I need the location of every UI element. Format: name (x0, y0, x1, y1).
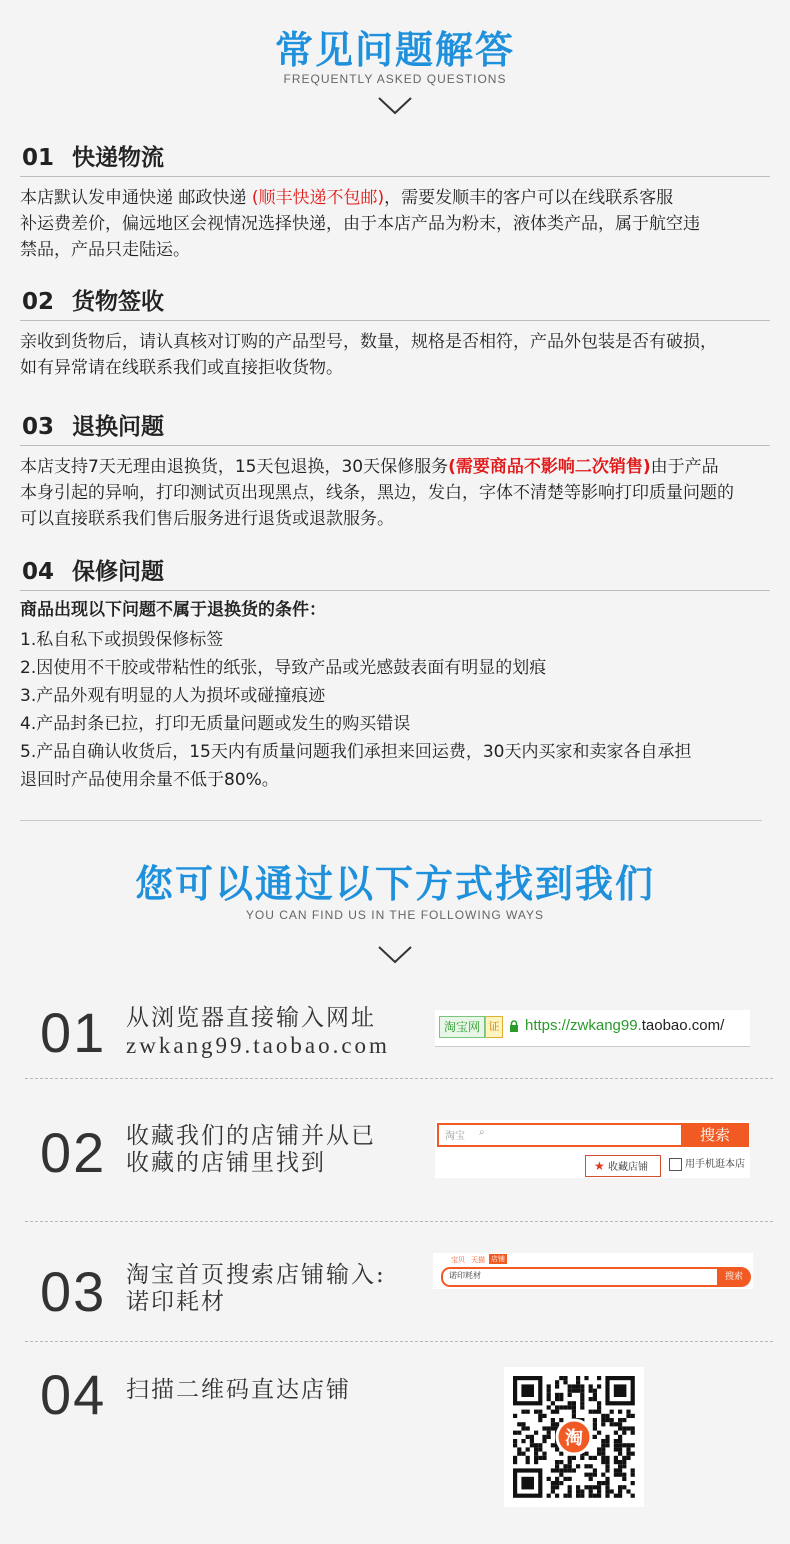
way-number: 03 (40, 1260, 107, 1323)
search-input[interactable]: 诺印耗材 (441, 1267, 717, 1287)
faq-section-warranty (20, 557, 770, 793)
star-icon: ★ (594, 1159, 605, 1173)
section-divider (20, 320, 770, 321)
taobao-center-logo: 淘 (565, 1428, 583, 1449)
dashed-divider (25, 1221, 773, 1222)
way-browser (40, 1001, 390, 1064)
list-item: 5.产品自确认收货后，15天内有质量问题我们承担来回运费，30天内买家和卖家各自承担 (20, 742, 692, 762)
way-description: 收藏我们的店铺并从已 收藏的店铺里找到 (126, 1123, 376, 1176)
section-divider (20, 590, 770, 591)
section-title: 03 退换问题 (22, 414, 164, 440)
warning-heading: 商品出现以下问题不属于退换货的条件： (20, 600, 326, 620)
list-item: 1.私自私下或损毁保修标签 (20, 630, 224, 650)
tab-shop[interactable]: 店铺 (491, 1255, 505, 1263)
list-item: 4.产品封条已拉，打印无质量问题或发生的购买错误 (20, 714, 411, 734)
paragraph: 本身引起的异响，打印测试页出现黑点，线条，黑边，发白，字体不清楚等影响打印质量问题的 (20, 483, 734, 503)
qr-icon (669, 1158, 682, 1171)
browser-address-bar (435, 1010, 750, 1047)
way-number: 04 (40, 1363, 107, 1426)
way-favorites (40, 1121, 376, 1184)
shop-qr-code (504, 1367, 644, 1507)
chevron-down-icon (377, 96, 413, 116)
faq-section-receipt (20, 287, 770, 381)
list-item: 退回时产品使用余量不低于80%。 (20, 770, 279, 790)
taobao-logo: 淘宝网 (439, 1016, 485, 1038)
faq-subtitle: FREQUENTLY ASKED QUESTIONS (283, 72, 507, 86)
taobao-search-bar (435, 1120, 750, 1178)
search-button[interactable]: 搜索 (717, 1267, 751, 1287)
section-title: 02 货物签收 (22, 289, 164, 315)
chevron-down-icon (377, 945, 413, 965)
way-search (40, 1260, 386, 1323)
search-scope: 淘宝 (445, 1131, 465, 1142)
way-description: 淘宝首页搜索店铺输入: 诺印耗材 (126, 1262, 386, 1315)
list-item: 3.产品外观有明显的人为损坏或碰撞痕迹 (20, 686, 326, 706)
paragraph: 禁品，产品只走陆运。 (20, 240, 190, 260)
paragraph: 如有异常请在线联系我们或直接拒收货物。 (20, 358, 343, 378)
paragraph: 本店默认发申通快递 邮政快递 (顺丰快递不包邮)，需要发顺丰的客户可以在线联系客服 (20, 188, 674, 208)
url-text: https://zwkang99.taobao.com/ (525, 1017, 725, 1034)
mobile-shop-link[interactable]: 用手机逛本店 (669, 1157, 745, 1173)
section-title: 01 快递物流 (22, 145, 164, 171)
taobao-homepage-search (433, 1253, 753, 1289)
find-us-header (0, 862, 790, 922)
search-icon: ⌕ (479, 1127, 485, 1138)
faq-section-returns (20, 412, 770, 532)
way-description: 从浏览器直接输入网址 zwkang99.taobao.com (126, 1005, 390, 1058)
search-button[interactable]: 搜索 (681, 1123, 749, 1147)
find-us-title: 您可以通过以下方式找到我们 (134, 862, 655, 906)
way-description: 扫描二维码直达店铺 (126, 1377, 351, 1403)
dashed-divider (25, 1341, 773, 1342)
way-number: 01 (40, 1001, 107, 1064)
search-input[interactable] (437, 1123, 683, 1147)
find-us-subtitle: YOU CAN FIND US IN THE FOLLOWING WAYS (245, 908, 545, 922)
paragraph: 本店支持7天无理由退换货，15天包退换，30天保修服务(需要商品不影响二次销售)由于产品 (20, 457, 719, 477)
way-qrcode (40, 1363, 351, 1426)
paragraph: 补运费差价，偏远地区会视情况选择快递，由于本店产品为粉末，液体类产品，属于航空违 (20, 214, 700, 234)
cert-badge: 证 (485, 1016, 503, 1038)
way-number: 02 (40, 1121, 107, 1184)
lock-icon (509, 1020, 519, 1033)
favorite-shop-button[interactable]: ★ 收藏店铺 (585, 1155, 661, 1177)
tab-baobei[interactable]: 宝贝 (451, 1256, 465, 1264)
dashed-divider (25, 1078, 773, 1079)
faq-header (0, 28, 790, 86)
paragraph: 亲收到货物后，请认真核对订购的产品型号，数量，规格是否相符，产品外包装是否有破损， (20, 332, 717, 352)
list-item: 2.因使用不干胶或带粘性的纸张，导致产品或光感鼓表面有明显的划痕 (20, 658, 547, 678)
qr-code-image (504, 1367, 644, 1507)
section-divider (20, 445, 770, 446)
section-title: 04 保修问题 (22, 559, 164, 585)
faq-section-shipping (20, 143, 770, 263)
section-divider (20, 820, 762, 821)
paragraph: 可以直接联系我们售后服务进行退货或退款服务。 (20, 509, 394, 529)
tab-tmall[interactable]: 天猫 (471, 1256, 485, 1264)
faq-title: 常见问题解答 (274, 28, 515, 72)
section-divider (20, 176, 770, 177)
